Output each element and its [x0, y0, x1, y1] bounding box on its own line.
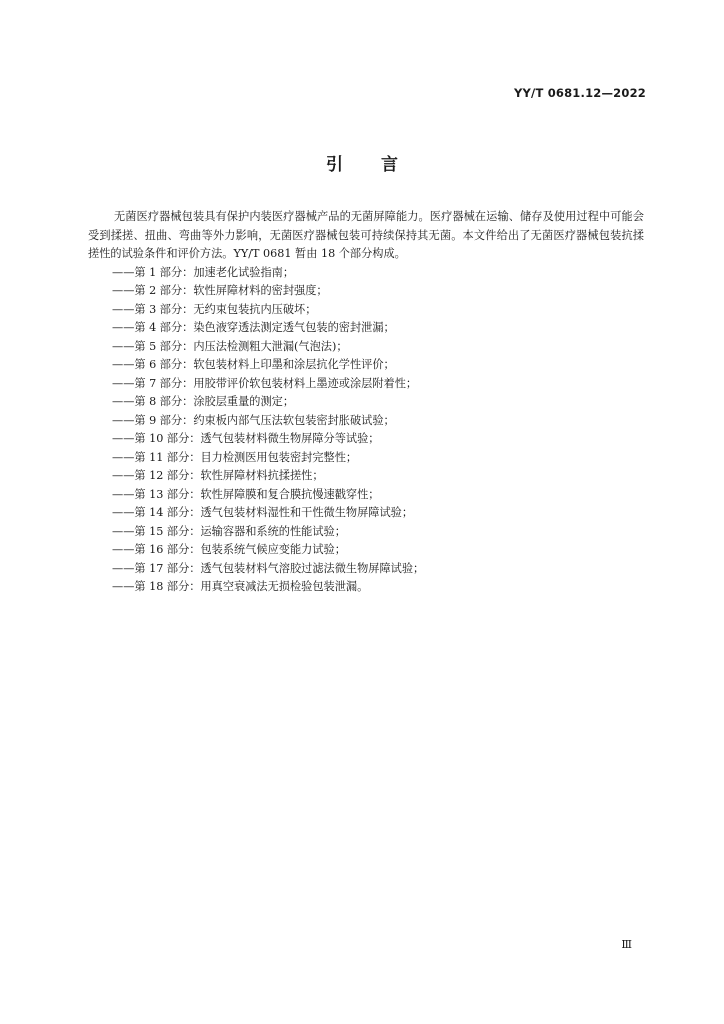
page-title: 引言 [326, 155, 436, 175]
list-item: ——第 5 部分：内压法检测粗大泄漏(气泡法)； [112, 339, 348, 353]
page-number: Ⅲ [621, 938, 632, 951]
list-item: ——第 10 部分：透气包装材料微生物屏障分等试验； [112, 432, 380, 445]
list-item: ——第 13 部分：软性屏障膜和复合膜抗慢速戳穿性； [112, 487, 380, 501]
list-item: ——第 12 部分：软性屏障材料抗揉搓性； [112, 469, 324, 482]
list-item: ——第 7 部分：用胶带评价软包装材料上墨迹或涂层附着性； [112, 376, 418, 390]
list-item: ——第 2 部分：软性屏障材料的密封强度； [112, 284, 328, 297]
list-item: ——第 4 部分：染色液穿透法测定透气包装的密封泄漏； [112, 321, 395, 334]
list-item: ——第 15 部分：运输容器和系统的性能试验； [112, 524, 346, 538]
list-item: ——第 11 部分：目力检测医用包装密封完整性； [112, 450, 358, 464]
list-item: ——第 17 部分：透气包装材料气溶胶过滤法微生物屏障试验； [112, 561, 425, 575]
intro-paragraph: 无菌医疗器械包装具有保护内装医疗器械产品的无菌屏障能力。医疗器械在运输、储存及使用过程中可能会受到揉搓、扭曲、弯曲等外力影响，无菌医疗器械包装可持续保持其无菌。本文件给出了无菌医疗器械包装抗揉搓性的试验条件和评价方法。YY/T 0681 暂由 18 个部分构成。 [88, 210, 644, 260]
document-body [88, 208, 644, 597]
list-item: ——第 9 部分：约束板内部气压法软包装密封胀破试验； [112, 413, 395, 427]
list-item: ——第 1 部分：加速老化试验指南； [112, 265, 295, 279]
list-item: ——第 3 部分：无约束包装抗内压破坏； [112, 302, 317, 316]
parts-list [88, 264, 644, 597]
list-item: ——第 6 部分：软包装材料上印墨和涂层抗化学性评价； [112, 358, 395, 371]
list-item: ——第 14 部分：透气包装材料湿性和干性微生物屏障试验； [112, 506, 414, 519]
list-item: ——第 8 部分：涂胶层重量的测定； [112, 395, 295, 408]
list-item: ——第 16 部分：包装系统气候应变能力试验； [112, 543, 346, 556]
standard-code: YY/T 0681.12—2022 [514, 86, 646, 100]
list-item: ——第 18 部分：用真空衰减法无损检验包装泄漏。 [112, 580, 369, 593]
